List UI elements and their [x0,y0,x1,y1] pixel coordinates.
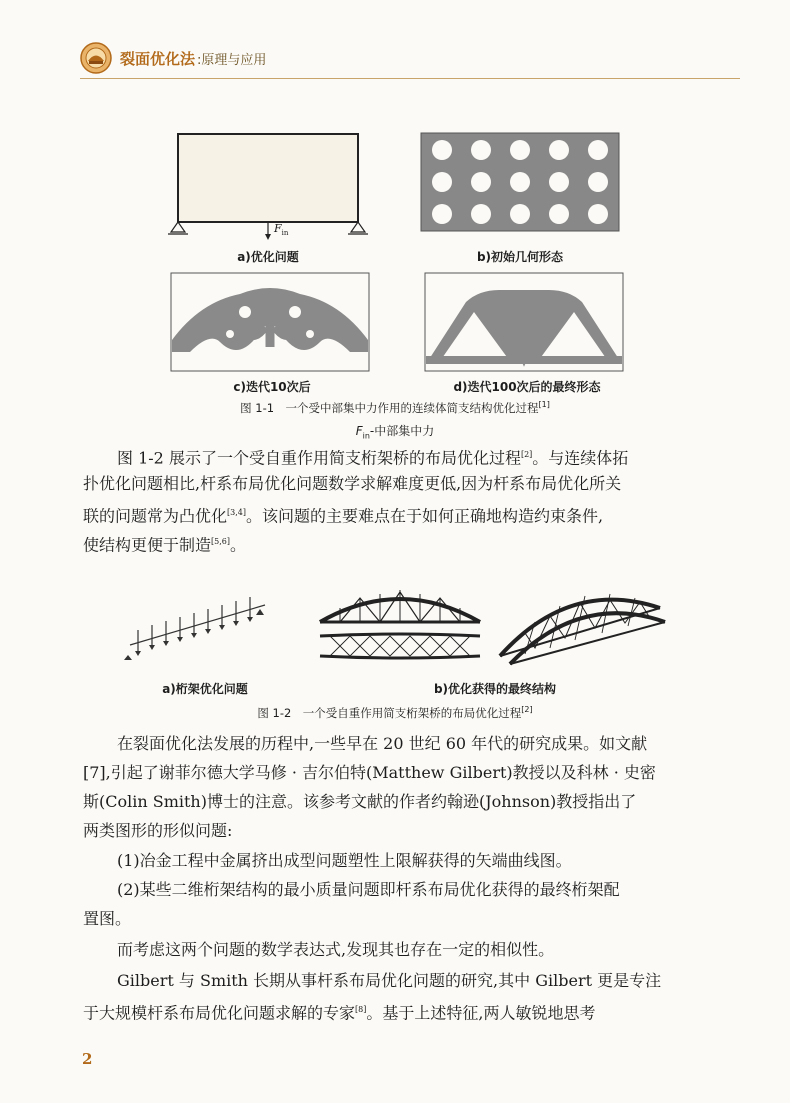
header-title: 裂面优化法 :原理与应用 [120,50,267,68]
paragraph-3: 而考虑这两个问题的数学表达式,发现其也存在一定的相似性。 [117,940,555,959]
page-number: 2 [82,1050,93,1068]
figure1-caption-d: d)迭代100次后的最终形态 [453,380,601,394]
book-logo-icon [80,42,112,74]
figure2-panel-a [120,585,280,660]
paragraph-1: 图 1-2 展示了一个受自重作用简支桁架桥的布局优化过程[2]。与连续体拓 扑优化问题相比,杆系布局优化问题数学求解难度更低,因为杆系布局优化所关 联的问题常为凸优化[3,4]。该问题的主要难点在于如何正确地构造约束条件, 使结构更便于制造[5,6]。 [83,448,629,555]
figure2-caption: 图 1-2 一个受自重作用简支桁架桥的布局优化过程[2] [257,705,533,720]
figure1-panel-d [424,272,624,372]
figure1-panel-b [420,132,620,232]
running-header [80,40,740,80]
figure1-caption-c: c)迭代10次后 [233,380,311,394]
figure1-caption: 图 1-1 一个受中部集中力作用的连续体简支结构优化过程[1] [240,400,550,415]
paragraph-4: Gilbert 与 Smith 长期从事杆系布局优化问题的研究,其中 Gilbert 更是专注 于大规模杆系布局优化问题求解的专家[8]。基于上述特征,两人敏锐地思考 [83,971,662,1023]
header-rule [80,78,740,79]
figure2-caption-b: b)优化获得的最终结构 [433,682,557,696]
figure1-panel-c [170,272,370,372]
figure1-caption-b: b)初始几何形态 [476,250,564,264]
numbered-list: (1)冶金工程中金属挤出成型问题塑性上限解获得的矢端曲线图。 (2)某些二维桁架结构的最小质量问题即杆系布局优化获得的最终桁架配 置图。 [83,846,723,933]
paragraph-2: 在裂面优化法发展的历程中,一些早在 20 世纪 60 年代的研究成果。如文献 [7],引起了谢菲尔德大学马修 · 吉尔伯特(Matthew Gilbert)教授以及科林 · 史密 斯(Colin Smith)博士的注意。该参考文献的作者约翰逊(Johnson)教授指出了 两类图形的形似问题: [83,734,656,840]
figure1-caption-a: a)优化问题 [237,250,299,264]
figure1-panel-a [168,130,368,245]
list-item: (2)某些二维桁架结构的最小质量问题即杆系布局优化获得的最终桁架配 [117,880,620,899]
list-item: (1)冶金工程中金属挤出成型问题塑性上限解获得的矢端曲线图。 [117,851,572,870]
figure1-note: $F_{in}-$中部集中力 [355,424,435,441]
figure2-caption-a: a)桁架优化问题 [162,682,248,696]
force-label: $F_{in}$ [274,222,289,238]
figure2-panel-b [310,578,670,668]
